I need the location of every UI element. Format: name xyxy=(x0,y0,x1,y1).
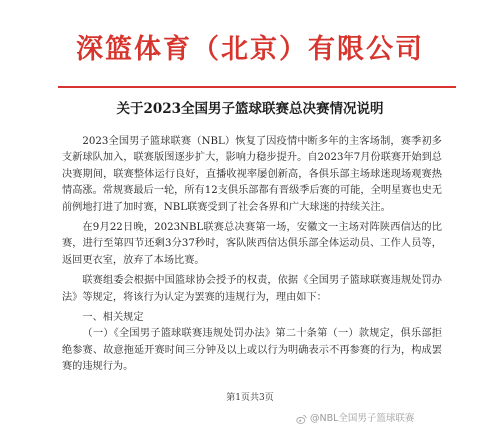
letterhead-red-rule xyxy=(58,86,456,88)
paragraph-regulation-clause: （一）《全国男子篮球联赛违规处罚办法》第二十条第（一）款规定，俱乐部拒绝参赛、故意拖延开赛时间三分钟及以上或以行为明确表示不再参赛的行为，构成罢赛的违规行为。 xyxy=(62,328,442,373)
document-title: 关于2023全国男子篮球联赛总决赛情况说明 xyxy=(116,101,384,117)
paragraph-ruling: 联赛组委会根据中国篮球协会授予的权责，依据《全国男子篮球联赛违规处罚办法》等规定，将该行为认定为罢赛的违规行为，理由如下： xyxy=(62,275,442,303)
page-number: 第1页共3页 xyxy=(226,393,274,403)
paragraph-intro: 2023全国男子篮球联赛（NBL）恢复了因疫情中断多年的主客场制，赛季初多支新球队加入，联赛版图逐步扩大，影响力稳步提升。自2023年7月份联赛开始到总决赛期间，联赛整体运行良好，直播收视率屡创新高，各俱乐部主场球迷现场观赛热情高涨。常规赛最后一轮，所有12支俱乐部都有晋级季后赛的可能，全明星赛也史无前例地打进了加时赛，NBL联赛受到了社会各界和广大球迷的持续关注。 xyxy=(62,136,442,213)
section-heading-regulations: 一、相关规定 xyxy=(82,312,144,324)
weibo-watermark xyxy=(296,413,414,425)
paragraph-incident: 在9月22日晚，2023NBL联赛总决赛第一场，安徽文一主场对阵陕西信达的比赛，进行至第四节还剩3分37秒时，客队陕西信达俱乐部全体运动员、工作人员等，返回更衣室，放弃了本场比赛。 xyxy=(62,222,442,266)
letterhead-company-name: 深篮体育（北京）有限公司 xyxy=(76,34,424,65)
weibo-icon xyxy=(296,414,307,425)
document-body xyxy=(62,134,442,376)
watermark-text: @NBL全国男子篮球联赛 xyxy=(310,413,415,424)
